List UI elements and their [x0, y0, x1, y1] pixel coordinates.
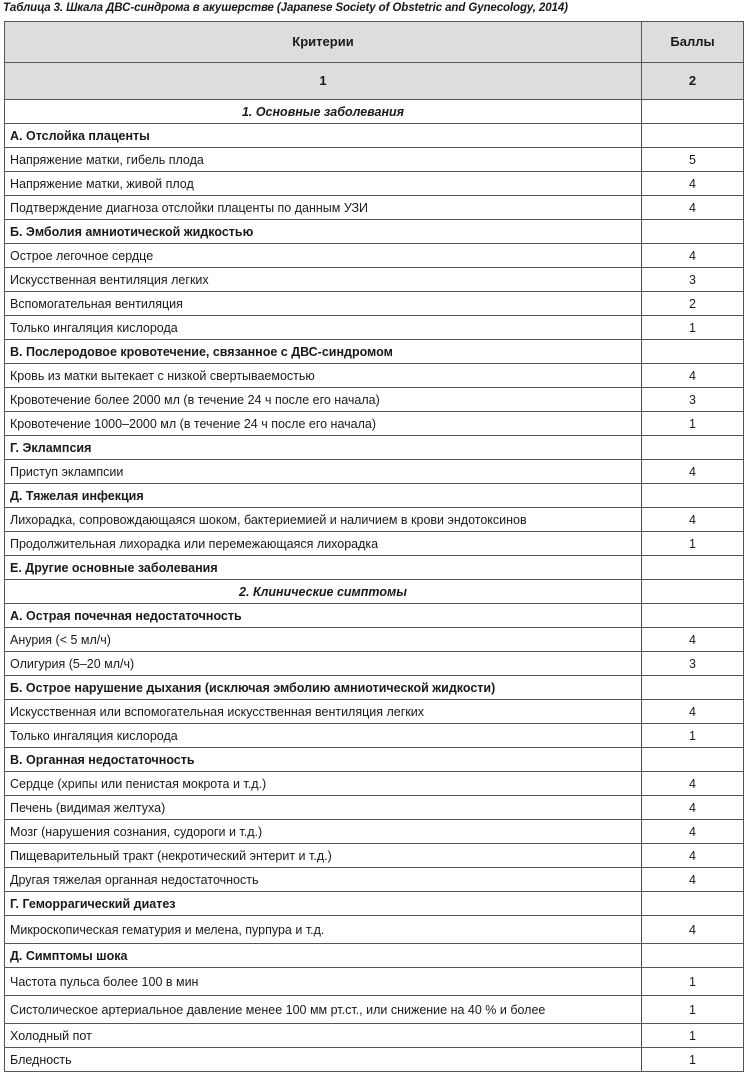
- score-cell: 4: [642, 700, 744, 724]
- group-row: [5, 604, 744, 628]
- score-cell: [642, 220, 744, 244]
- group-row: [5, 484, 744, 508]
- score-cell: 4: [642, 364, 744, 388]
- table-row: [5, 316, 744, 340]
- score-cell: 1: [642, 316, 744, 340]
- score-cell: 4: [642, 916, 744, 944]
- table-row: [5, 244, 744, 268]
- score-cell: 1: [642, 532, 744, 556]
- table-row: [5, 724, 744, 748]
- score-cell: [642, 748, 744, 772]
- score-cell: 1: [642, 996, 744, 1024]
- criterion-cell: Частота пульса более 100 в мин: [5, 968, 642, 996]
- table-row: [5, 148, 744, 172]
- column-number-2: 2: [642, 63, 744, 100]
- group-row: [5, 340, 744, 364]
- score-cell: [642, 484, 744, 508]
- score-cell: 4: [642, 844, 744, 868]
- column-number-row: [5, 63, 744, 100]
- table-row: [5, 772, 744, 796]
- score-cell: 5: [642, 148, 744, 172]
- score-cell: 3: [642, 268, 744, 292]
- table-row: [5, 268, 744, 292]
- score-cell: 4: [642, 868, 744, 892]
- group-title: Д. Тяжелая инфекция: [5, 484, 642, 508]
- group-row: [5, 220, 744, 244]
- table-row: [5, 1024, 744, 1048]
- criterion-cell: Кровь из матки вытекает с низкой свертываемостью: [5, 364, 642, 388]
- criterion-cell: Пищеварительный тракт (некротический энтерит и т.д.): [5, 844, 642, 868]
- header-row: [5, 22, 744, 63]
- table-row: [5, 996, 744, 1024]
- criterion-cell: Кровотечение 1000–2000 мл (в течение 24 ч после его начала): [5, 412, 642, 436]
- table-row: [5, 796, 744, 820]
- group-title: В. Органная недостаточность: [5, 748, 642, 772]
- score-cell: [642, 124, 744, 148]
- group-title: Б. Острое нарушение дыхания (исключая эмболию амниотической жидкости): [5, 676, 642, 700]
- group-title: Б. Эмболия амниотической жидкостью: [5, 220, 642, 244]
- criterion-cell: Только ингаляция кислорода: [5, 724, 642, 748]
- criterion-cell: Олигурия (5–20 мл/ч): [5, 652, 642, 676]
- score-cell: 4: [642, 172, 744, 196]
- table-row: [5, 412, 744, 436]
- group-title: А. Отслойка плаценты: [5, 124, 642, 148]
- score-cell: [642, 676, 744, 700]
- score-cell: [642, 604, 744, 628]
- score-cell: 4: [642, 508, 744, 532]
- group-row: [5, 436, 744, 460]
- score-cell: 4: [642, 628, 744, 652]
- score-cell: [642, 100, 744, 124]
- group-title: Г. Эклампсия: [5, 436, 642, 460]
- score-cell: 1: [642, 1048, 744, 1072]
- table-row: [5, 968, 744, 996]
- table-row: [5, 292, 744, 316]
- table-row: [5, 844, 744, 868]
- group-title: Г. Геморрагический диатез: [5, 892, 642, 916]
- criterion-cell: Сердце (хрипы или пенистая мокрота и т.д.): [5, 772, 642, 796]
- score-cell: [642, 436, 744, 460]
- table-row: [5, 700, 744, 724]
- criterion-cell: Систолическое артериальное давление менее 100 мм рт.ст., или снижение на 40 % и более: [5, 996, 642, 1024]
- group-title: В. Послеродовое кровотечение, связанное с ДВС-синдромом: [5, 340, 642, 364]
- table-row: [5, 868, 744, 892]
- score-cell: [642, 892, 744, 916]
- criterion-cell: Микроскопическая гематурия и мелена, пурпура и т.д.: [5, 916, 642, 944]
- score-cell: [642, 340, 744, 364]
- score-cell: 4: [642, 244, 744, 268]
- criterion-cell: Только ингаляция кислорода: [5, 316, 642, 340]
- criterion-cell: Анурия (< 5 мл/ч): [5, 628, 642, 652]
- group-row: [5, 748, 744, 772]
- table-row: [5, 652, 744, 676]
- criterion-cell: Острое легочное сердце: [5, 244, 642, 268]
- table-row: [5, 532, 744, 556]
- table-row: [5, 196, 744, 220]
- section-title: 2. Клинические симптомы: [5, 580, 642, 604]
- score-cell: 4: [642, 820, 744, 844]
- dic-score-table: [4, 21, 744, 1072]
- group-title: А. Острая почечная недостаточность: [5, 604, 642, 628]
- score-cell: 4: [642, 772, 744, 796]
- table-row: [5, 460, 744, 484]
- score-cell: 4: [642, 196, 744, 220]
- table-row: [5, 388, 744, 412]
- section-title: 1. Основные заболевания: [5, 100, 642, 124]
- group-row: [5, 556, 744, 580]
- score-cell: 4: [642, 796, 744, 820]
- group-title: Д. Симптомы шока: [5, 944, 642, 968]
- criterion-cell: Мозг (нарушения сознания, судороги и т.д.): [5, 820, 642, 844]
- score-cell: 4: [642, 460, 744, 484]
- criterion-cell: Печень (видимая желтуха): [5, 796, 642, 820]
- table-row: [5, 1048, 744, 1072]
- column-number-1: 1: [5, 63, 642, 100]
- score-cell: [642, 944, 744, 968]
- section-row: [5, 580, 744, 604]
- criterion-cell: Бледность: [5, 1048, 642, 1072]
- criterion-cell: Напряжение матки, живой плод: [5, 172, 642, 196]
- criterion-cell: Продолжительная лихорадка или перемежающаяся лихорадка: [5, 532, 642, 556]
- group-title: Е. Другие основные заболевания: [5, 556, 642, 580]
- group-row: [5, 944, 744, 968]
- score-cell: 2: [642, 292, 744, 316]
- criterion-cell: Другая тяжелая органная недостаточность: [5, 868, 642, 892]
- table-row: [5, 628, 744, 652]
- score-cell: 3: [642, 652, 744, 676]
- criterion-cell: Лихорадка, сопровождающаяся шоком, бактериемией и наличием в крови эндотоксинов: [5, 508, 642, 532]
- criteria-header: Критерии: [5, 22, 642, 63]
- table-row: [5, 172, 744, 196]
- group-row: [5, 676, 744, 700]
- score-cell: 1: [642, 724, 744, 748]
- points-header: Баллы: [642, 22, 744, 63]
- table-body: [5, 100, 744, 1072]
- table-row: [5, 364, 744, 388]
- score-cell: 1: [642, 412, 744, 436]
- criterion-cell: Напряжение матки, гибель плода: [5, 148, 642, 172]
- criterion-cell: Вспомогательная вентиляция: [5, 292, 642, 316]
- score-cell: [642, 556, 744, 580]
- score-cell: 1: [642, 1024, 744, 1048]
- score-cell: 3: [642, 388, 744, 412]
- section-row: [5, 100, 744, 124]
- criterion-cell: Искусственная или вспомогательная искусственная вентиляция легких: [5, 700, 642, 724]
- score-cell: [642, 580, 744, 604]
- score-cell: 1: [642, 968, 744, 996]
- table-row: [5, 916, 744, 944]
- table-caption: Таблица 3. Шкала ДВС-синдрома в акушерстве (Japanese Society of Obstetric and Gynecology, 2014): [3, 2, 568, 14]
- criterion-cell: Кровотечение более 2000 мл (в течение 24 ч после его начала): [5, 388, 642, 412]
- table-row: [5, 820, 744, 844]
- criterion-cell: Холодный пот: [5, 1024, 642, 1048]
- table-row: [5, 508, 744, 532]
- criterion-cell: Подтверждение диагноза отслойки плаценты по данным УЗИ: [5, 196, 642, 220]
- group-row: [5, 124, 744, 148]
- criterion-cell: Искусственная вентиляция легких: [5, 268, 642, 292]
- group-row: [5, 892, 744, 916]
- criterion-cell: Приступ эклампсии: [5, 460, 642, 484]
